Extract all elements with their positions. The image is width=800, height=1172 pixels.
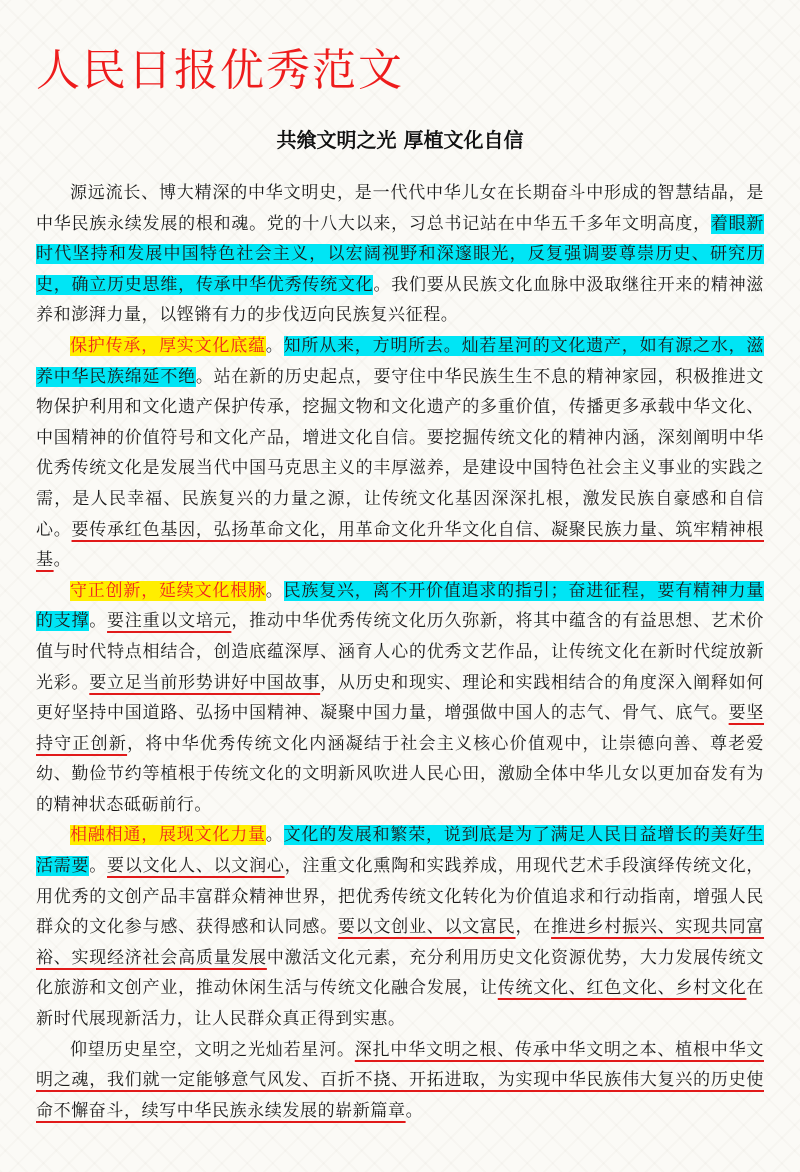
text-run: 。 [265, 580, 284, 601]
underlined-key-sentence: 深扎中华文明之根、传承中华文明之本、植根中华文明之魂，我们就一定能够意气风发、百折不挠、开拓进取，为实现中华民族伟大复兴的历史使命不懈奋斗，续写中华民族永续发展的崭新篇章 [36, 1039, 764, 1121]
underlined-key-sentence: 要坚持守正创新 [36, 703, 765, 754]
text-run: 。 [89, 611, 108, 632]
article-paragraph [36, 820, 764, 1034]
article-body [36, 178, 764, 1126]
highlight-cyan: 知所从来，方明所去。灿若星河的文化遗产，如有源之水，滋养中华民族绵延不绝 [36, 335, 764, 387]
underlined-key-sentence: 要注重以文培元 [107, 611, 232, 632]
text-run: ，将中华优秀传统文化内涵凝结于社会主义核心价值观中，让崇德向善、尊老爱幼、勤俭节约等植根于传统文化的文明新风吹进人民心田，激励全体中华儿女以更加奋发有为的精神状态砥砺前行。 [36, 733, 764, 815]
text-run: 仰望历史星空，文明之光灿若星河。 [70, 1039, 355, 1060]
text-run: ，从历史和现实、理论和实践相结合的角度深入阐释如何更好坚持中国道路、弘扬中国精神、凝聚中国力量，增强做中国人的志气、骨气、底气。 [36, 672, 764, 724]
section-heading-highlight: 守正创新，延续文化根脉 [70, 580, 266, 601]
article-paragraph [36, 576, 764, 821]
text-run: 在新时代展现新活力，让人民群众真正得到实惠。 [36, 978, 764, 1030]
text-run: 。 [265, 825, 284, 846]
article-paragraph [36, 1035, 764, 1127]
text-run: 。 [53, 550, 72, 571]
page-header-title: 人民日报优秀范文 [36, 45, 404, 96]
underlined-key-sentence: 要立足当前形势讲好中国故事 [89, 672, 321, 693]
text-run: ，在 [515, 917, 552, 938]
highlight-cyan: 文化的发展和繁荣，说到底是为了满足人民日益增长的美好生活需要 [36, 825, 764, 877]
text-run: ，推动中华优秀传统文化历久弥新，将其中蕴含的有益思想、艺术价值与时代特点相结合，创造底蕴深厚、涵育人心的优秀文艺作品，让传统文化在新时代绽放新光彩。 [36, 611, 764, 693]
underlined-key-sentence: 传统文化、红色文化、乡村文化 [497, 978, 747, 999]
text-run: 。 [405, 1100, 424, 1121]
underlined-key-sentence: 要以文化人、以文润心 [107, 856, 285, 877]
text-run: 。 [265, 335, 284, 356]
highlight-cyan: 着眼新时代坚持和发展中国特色社会主义，以宏阔视野和深邃眼光，反复强调要尊崇历史、研究历史，确立历史思维，传承中华优秀传统文化 [36, 213, 764, 295]
underlined-key-sentence: 要传承红色基因，弘扬革命文化，用革命文化升华文化自信、凝聚民族力量、筑牢精神根基 [36, 519, 765, 571]
text-run: 。我们要从民族文化血脉中汲取继往开来的精神滋养和澎湃力量，以铿锵有力的步伐迈向民族复兴征程。 [36, 274, 764, 326]
text-run: 中激活文化元素，充分利用历史文化资源优势，大力发展传统文化旅游和文创产业，推动休闲生活与传统文化融合发展，让 [36, 947, 764, 999]
text-run: 。站在新的历史起点，要守住中华民族生生不息的精神家园，积极推进文物保护利用和文化遗产保护传承，挖掘文物和文化遗产的多重价值，传播更多承载中华文化、中国精神的价值符号和文化产品，增进文化自信。要挖掘传统文化的精神内涵，深刻阐明中华优秀传统文化是发展当代中国马克思主义的丰厚滋养，是建设中国特色社会主义事业的实践之需，是人民幸福、民族复兴的力量之源，让传统文化基因深深扎根，激发民族自豪感和自信心。 [36, 366, 764, 540]
section-heading-highlight: 相融相通，展现文化力量 [70, 825, 266, 846]
article-title: 共飨文明之光 厚植文化自信 [276, 128, 524, 152]
text-run: 。 [89, 856, 108, 877]
text-run: 源远流长、博大精深的中华文明史，是一代代中华儿女在长期奋斗中形成的智慧结晶，是中华民族永续发展的根和魂。党的十八大以来，习总书记站在中华五千多年文明高度， [36, 183, 764, 234]
article-paragraph [36, 178, 764, 331]
underlined-key-sentence: 推进乡村振兴、实现共同富裕、实现经济社会高质量发展 [36, 917, 765, 968]
section-heading-highlight: 保护传承，厚实文化底蕴 [70, 335, 266, 356]
article-paragraph [36, 331, 764, 576]
text-run: ，注重文化熏陶和实践养成，用现代艺术手段演绎传统文化，用优秀的文创产品丰富群众精神世界，把优秀传统文化转化为价值追求和行动指南，增强人民群众的文化参与感、获得感和认同感。 [36, 856, 764, 938]
underlined-key-sentence: 要以文创业、以文富民 [337, 917, 516, 938]
highlight-cyan: 民族复兴，离不开价值追求的指引；奋进征程，要有精神力量的支撑 [36, 580, 764, 632]
